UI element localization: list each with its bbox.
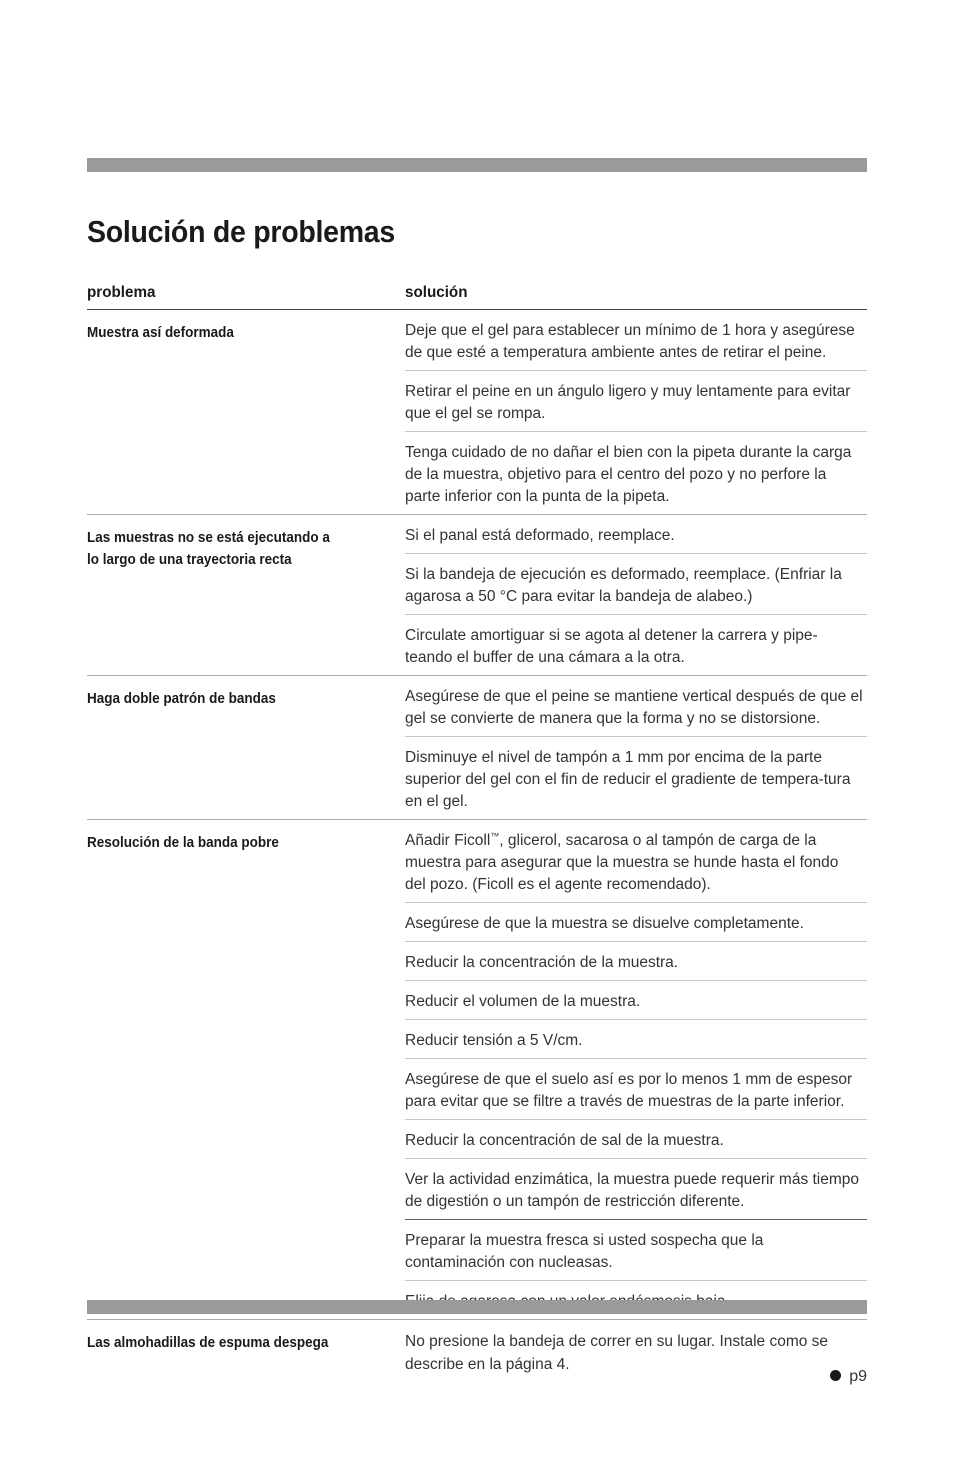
solution-item: Preparar la muestra fresca si usted sospecha que la contaminación con nucleasas. <box>405 1220 867 1281</box>
problem-column-header: problema <box>87 284 156 301</box>
solution-item <box>405 820 867 903</box>
bullet-dot-icon <box>830 1370 841 1381</box>
top-divider-bar <box>87 158 867 172</box>
table-row-group <box>87 820 867 1320</box>
solution-item: Reducir tensión a 5 V/cm. <box>405 1020 867 1059</box>
solution-item: Circulate amortiguar si se agota al detener la carrera y pipe-teando el buffer de una cámara a la otra. <box>405 627 818 666</box>
problem-label: Muestra así deformada <box>87 325 234 341</box>
problem-label: Las muestras no se está ejecutando a lo largo de una trayectoria recta <box>87 530 330 568</box>
table-row-group <box>87 676 867 820</box>
solution-item: Asegúrese de que el suelo así es por lo menos 1 mm de espesor para evitar que se filtre a través de muestras de la parte inferior. <box>405 1059 867 1120</box>
solution-item: Ver la actividad enzimática, la muestra puede requerir más tiempo de digestión o un tampón de restricción diferente. <box>405 1159 867 1220</box>
solution-item: Retirar el peine en un ángulo ligero y muy lentamente para evitar que el gel se rompa. <box>405 371 867 432</box>
solution-item: Asegúrese de que el peine se mantiene vertical después de que el gel se convierte de manera que la forma y no se distorsione. <box>405 676 867 737</box>
solution-item: Reducir el volumen de la muestra. <box>405 981 867 1020</box>
page-title: Solución de problemas <box>87 214 395 249</box>
problem-label: Resolución de la banda pobre <box>87 835 279 851</box>
solution-item: Si el panal está deformado, reemplace. <box>405 515 867 554</box>
solution-column-header: solución <box>405 284 468 301</box>
troubleshooting-table <box>87 282 867 1382</box>
page-number <box>830 1368 867 1386</box>
solution-item: Tenga cuidado de no dañar el bien con la pipeta durante la carga de la muestra, objetivo para el centro del pozo y no perfore la parte inferior con la punta de la pipeta. <box>405 444 852 505</box>
table-row-group <box>87 515 867 676</box>
solution-item: Reducir la concentración de la muestra. <box>405 942 867 981</box>
page-number-text: p9 <box>849 1368 867 1385</box>
table-row-group <box>87 1320 867 1382</box>
solution-item: No presione la bandeja de correr en su lugar. Instale como se describe en la página 4. <box>405 1333 829 1373</box>
solution-item: Reducir la concentración de sal de la muestra. <box>405 1120 867 1159</box>
solution-text: Añadir Ficoll™, glicerol, sacarosa o al tampón de carga de la muestra para asegurar que la muestra se hunde hasta el fondo del pozo. (Ficoll es el agente recomendado). <box>405 830 839 893</box>
solution-item: Asegúrese de que la muestra se disuelve completamente. <box>405 903 867 942</box>
solution-item: Deje que el gel para establecer un mínimo de 1 hora y asegúrese de que esté a temperatura ambiente antes de retirar el peine. <box>405 310 867 371</box>
table-row-group <box>87 310 867 515</box>
solution-item: Si la bandeja de ejecución es deformado, reemplace. (Enfriar la agarosa a 50 °C para evitar la bandeja de alabeo.) <box>405 554 867 615</box>
solution-item: Disminuye el nivel de tampón a 1 mm por encima de la parte superior del gel con el fin de reducir el gradiente de tempera-tura en el gel. <box>405 749 851 810</box>
table-header <box>87 282 867 310</box>
bottom-divider-bar <box>87 1300 867 1314</box>
problem-label: Haga doble patrón de bandas <box>87 691 276 707</box>
problem-label: Las almohadillas de espuma despega <box>87 1335 329 1351</box>
